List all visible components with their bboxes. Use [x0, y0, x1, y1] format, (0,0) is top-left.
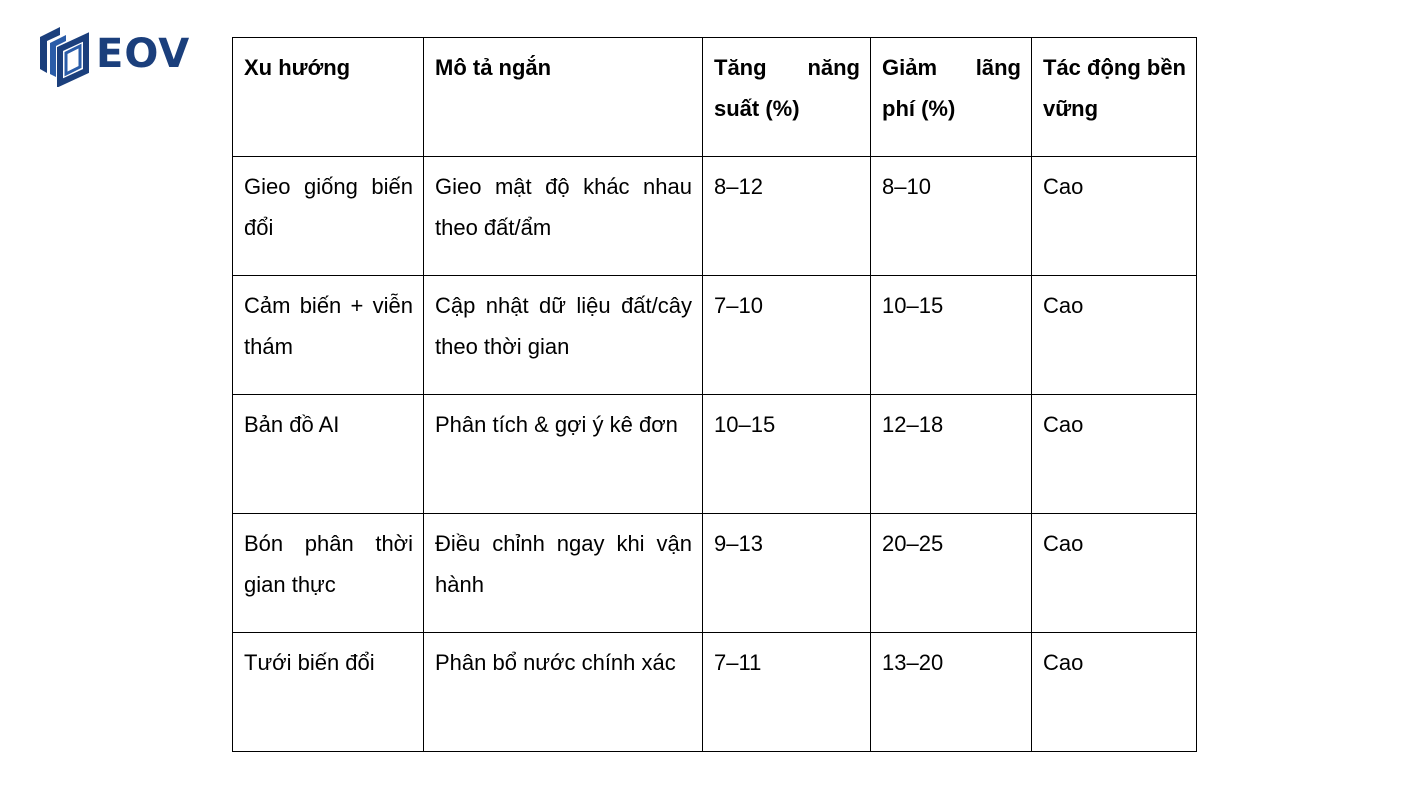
cell-sustainability: Cao: [1032, 276, 1197, 395]
cell-sustainability: Cao: [1032, 395, 1197, 514]
table-row: [233, 157, 1197, 276]
cell-waste-reduction: 20–25: [871, 514, 1032, 633]
cell-waste-reduction: 8–10: [871, 157, 1032, 276]
cell-trend: Cảm biến + viễn thám: [233, 276, 424, 395]
table-row: [233, 276, 1197, 395]
trends-table: [232, 37, 1197, 752]
cell-description: Cập nhật dữ liệu đất/cây theo thời gian: [424, 276, 703, 395]
cell-description: Gieo mật độ khác nhau theo đất/ẩm: [424, 157, 703, 276]
eov-logo: [36, 26, 190, 86]
header-cell-waste-reduction: Giảm lãng phí (%): [871, 38, 1032, 157]
cell-sustainability: Cao: [1032, 514, 1197, 633]
cell-trend: Bón phân thời gian thực: [233, 514, 424, 633]
cell-productivity: 8–12: [703, 157, 871, 276]
cell-waste-reduction: 13–20: [871, 633, 1032, 752]
logo-text: EOV: [96, 31, 191, 77]
cell-description: Phân tích & gợi ý kê đơn: [424, 395, 703, 514]
cell-sustainability: Cao: [1032, 633, 1197, 752]
cell-sustainability: Cao: [1032, 157, 1197, 276]
cell-waste-reduction: 12–18: [871, 395, 1032, 514]
cell-productivity: 9–13: [703, 514, 871, 633]
cell-productivity: 7–10: [703, 276, 871, 395]
cell-trend: Tưới biến đổi: [233, 633, 424, 752]
cell-description: Điều chỉnh ngay khi vận hành: [424, 514, 703, 633]
cell-productivity: 10–15: [703, 395, 871, 514]
header-cell-sustainability: Tác động bền vững: [1032, 38, 1197, 157]
table-row: [233, 395, 1197, 514]
table-row: [233, 633, 1197, 752]
table-header-row: [233, 38, 1197, 157]
eov-cube-logo-icon: [36, 25, 92, 87]
header-cell-description: Mô tả ngắn: [424, 38, 703, 157]
cell-productivity: 7–11: [703, 633, 871, 752]
table-row: [233, 514, 1197, 633]
cell-waste-reduction: 10–15: [871, 276, 1032, 395]
header-cell-trend: Xu hướng: [233, 38, 424, 157]
cell-trend: Gieo giống biến đổi: [233, 157, 424, 276]
header-cell-productivity: Tăng năng suất (%): [703, 38, 871, 157]
cell-description: Phân bổ nước chính xác: [424, 633, 703, 752]
cell-trend: Bản đồ AI: [233, 395, 424, 514]
